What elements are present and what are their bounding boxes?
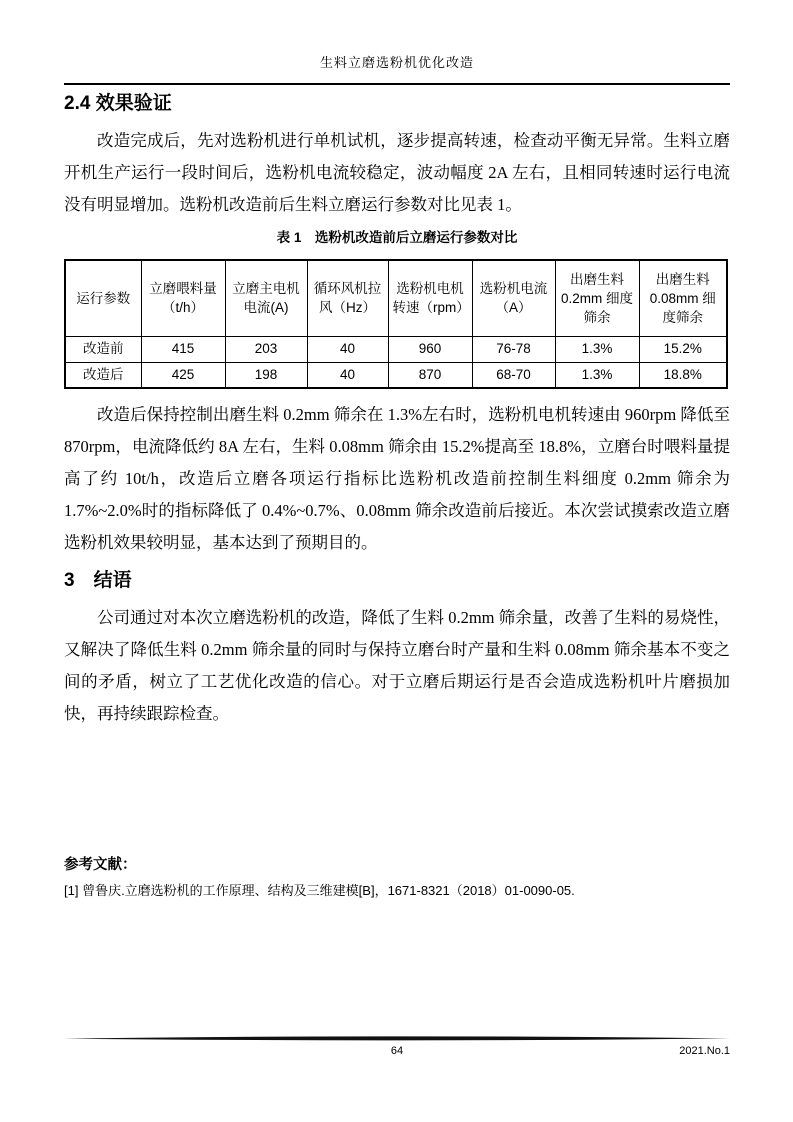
footer-page-number: 64 bbox=[390, 1045, 404, 1057]
col-header-classifier-speed: 选粉机电机转速（rpm） bbox=[388, 260, 472, 336]
table-header-row bbox=[65, 260, 727, 336]
cell-label-before: 改造前 bbox=[65, 336, 141, 362]
cell-value: 415 bbox=[141, 336, 225, 362]
footer-issue: 2021.No.1 bbox=[679, 1045, 730, 1057]
col-header-feed-rate: 立磨喂料量（t/h） bbox=[141, 260, 225, 336]
parameters-table bbox=[64, 259, 728, 389]
col-header-main-motor-current: 立磨主电机电流(A) bbox=[225, 260, 307, 336]
col-header-residue-008: 出磨生料0.08mm 细度筛余 bbox=[639, 260, 727, 336]
cell-value: 40 bbox=[307, 362, 388, 388]
col-header-residue-02: 出磨生料0.2mm 细度筛余 bbox=[555, 260, 639, 336]
references-heading: 参考文献： bbox=[64, 857, 137, 873]
running-title: 生料立磨选粉机优化改造 bbox=[319, 55, 474, 70]
cell-value: 40 bbox=[307, 336, 388, 362]
paragraph-effect-1: 改造完成后，先对选粉机进行单机试机，逐步提高转速，检查动平衡无异常。生料立磨开机生产运行一段时间后，选粉机电流较稳定，波动幅度 2A 左右，且相同转速时运行电流没有明显增加。选粉机改造前后生料立磨运行参数对比见表 1。 bbox=[64, 131, 730, 214]
references-block bbox=[64, 855, 730, 900]
paragraph-effect-2: 改造后保持控制出磨生料 0.2mm 筛余在 1.3%左右时，选粉机电机转速由 960rpm 降低至 870rpm，电流降低约 8A 左右，生料 0.08mm 筛余由 15.2%提高至 18.8%，立磨台时喂料量提高了约 10t/h，改造后立磨各项运行指标比选粉机改造前控制生料细度 0.2mm 筛余为 1.7%~2.0%时的指标降低了 0.4%~0.7%、0.08mm 筛余改造前后接近。本次尝试摸索改造立磨选粉机效果较明显，基本达到了预期目的。 bbox=[64, 405, 730, 552]
table-caption: 表 1 选粉机改造前后立磨运行参数对比 bbox=[276, 230, 518, 245]
col-header-run-params: 运行参数 bbox=[65, 260, 141, 336]
header-rule bbox=[64, 83, 730, 85]
col-header-fan-draft: 循环风机拉风（Hz） bbox=[307, 260, 388, 336]
footer-rule bbox=[64, 1035, 730, 1043]
paragraph-conclusion: 公司通过对本次立磨选粉机的改造，降低了生料 0.2mm 筛余量，改善了生料的易烧性，又解决了降低生料 0.2mm 筛余量的同时与保持立磨台时产量和生料 0.08mm 筛余基本不变之间的矛盾，树立了工艺优化改造的信心。对于立磨后期运行是否会造成选粉机叶片磨损加快，再持续跟踪检查。 bbox=[64, 608, 730, 723]
cell-value: 1.3% bbox=[555, 362, 639, 388]
section-heading-2-4: 2.4 效果验证 bbox=[64, 93, 172, 114]
cell-value: 18.8% bbox=[639, 362, 727, 388]
cell-label-after: 改造后 bbox=[65, 362, 141, 388]
cell-value: 425 bbox=[141, 362, 225, 388]
cell-value: 198 bbox=[225, 362, 307, 388]
reference-item: [1] 曾鲁庆.立磨选粉机的工作原理、结构及三维建模[B]，1671-8321（2018）01-0090-05. bbox=[64, 883, 575, 898]
cell-value: 68-70 bbox=[472, 362, 555, 388]
section-heading-3: 3 结语 bbox=[64, 570, 132, 591]
table-row-after bbox=[65, 362, 727, 388]
cell-value: 203 bbox=[225, 336, 307, 362]
cell-value: 1.3% bbox=[555, 336, 639, 362]
table-row-before bbox=[65, 336, 727, 362]
cell-value: 15.2% bbox=[639, 336, 727, 362]
col-header-classifier-current: 选粉机电流（A） bbox=[472, 260, 555, 336]
cell-value: 870 bbox=[388, 362, 472, 388]
cell-value: 76-78 bbox=[472, 336, 555, 362]
cell-value: 960 bbox=[388, 336, 472, 362]
